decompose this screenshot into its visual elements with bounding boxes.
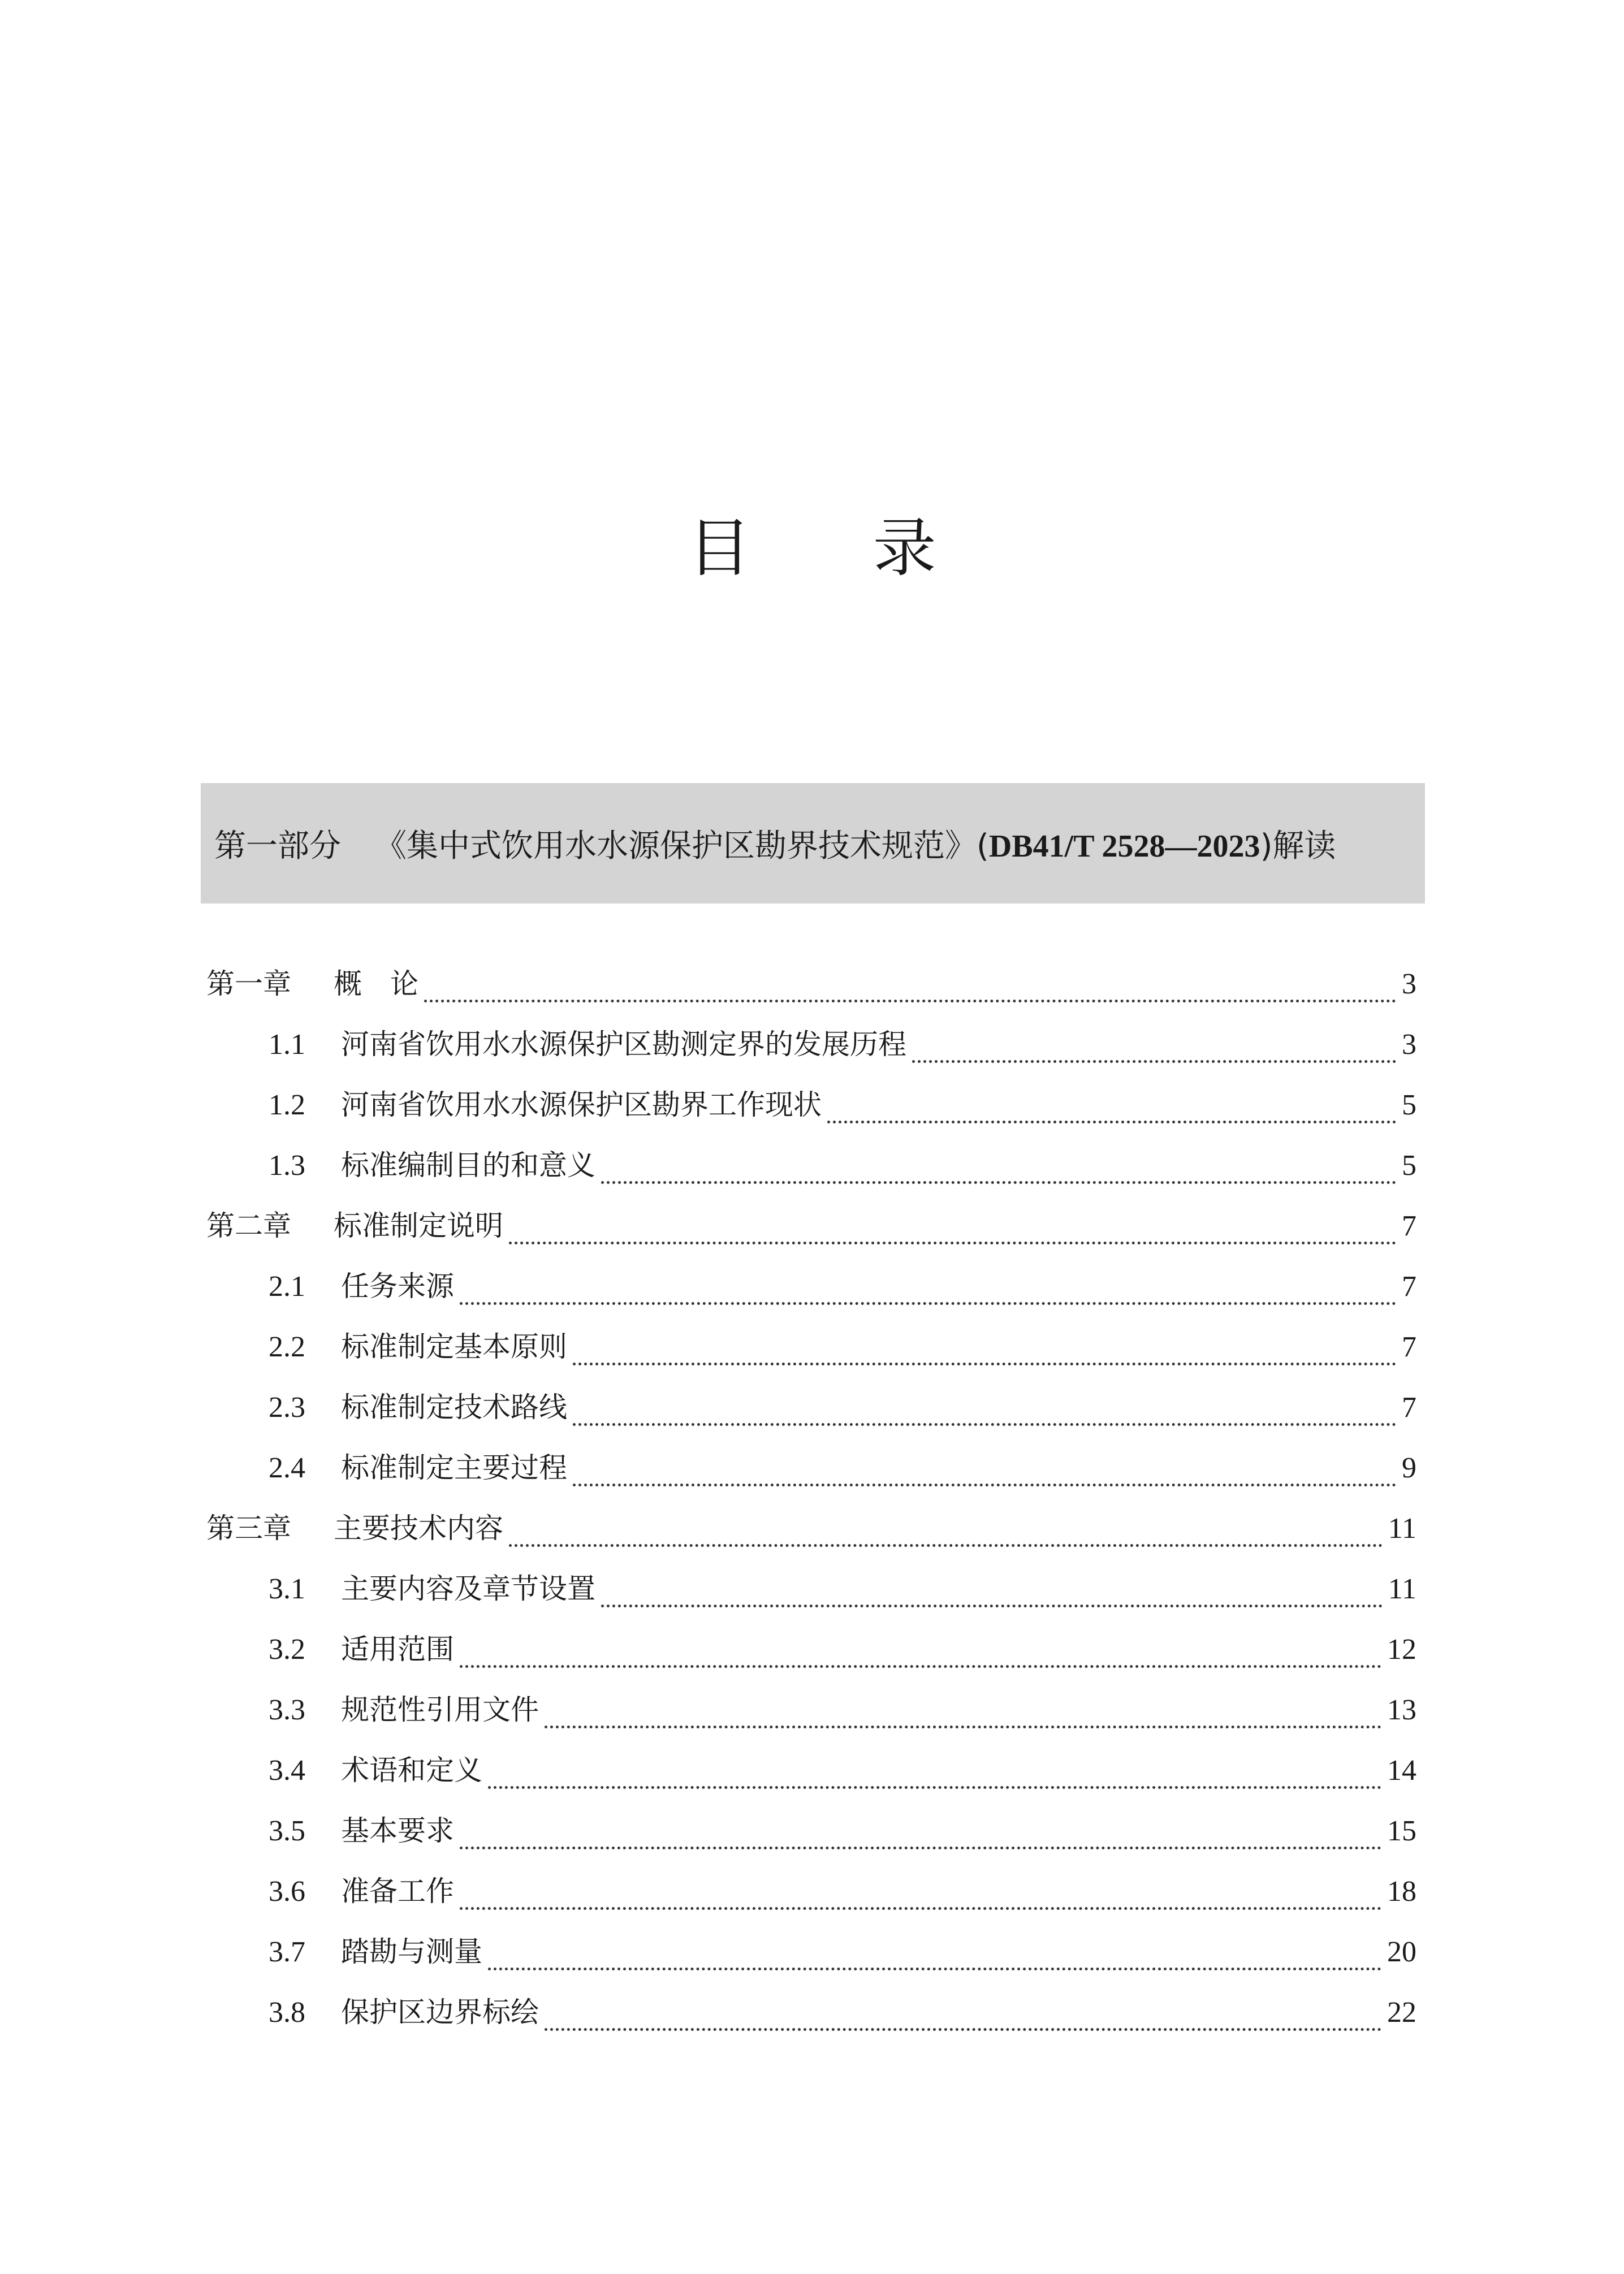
toc-section-entry[interactable] [206,1808,1416,1869]
toc-section-entry[interactable] [206,1748,1416,1808]
toc-entry-page-number: 3 [1402,1028,1416,1061]
standard-code: DB41/T 2528—2023 [988,828,1260,864]
dot-leader [573,1484,1396,1486]
toc-entry-number: 1.3 [269,1149,305,1182]
toc-section-entry[interactable] [206,1627,1416,1687]
toc-entry-page-number: 12 [1387,1633,1416,1666]
dot-leader [601,1181,1396,1184]
toc-entry-page-number: 9 [1402,1452,1416,1484]
toc-entry-number: 3.4 [269,1754,305,1787]
toc-entry-title: 概 论 [334,967,418,1000]
toc-entry-title: 术语和定义 [341,1754,482,1787]
toc-section-entry[interactable] [206,1143,1416,1203]
dot-leader [460,1847,1381,1849]
page-title: 目 录 [688,512,987,585]
toc-entry-number: 第二章 [206,1209,291,1242]
toc-entry-page-number: 7 [1402,1331,1416,1363]
toc-entry-page-number: 22 [1387,1996,1416,2029]
toc-section-entry[interactable] [206,1445,1416,1506]
part-banner [201,783,1425,903]
toc-section-entry[interactable] [206,1687,1416,1748]
toc-section-entry[interactable] [206,1022,1416,1082]
toc-entry-page-number: 7 [1402,1270,1416,1303]
dot-leader [601,1605,1383,1607]
toc-entry-number: 3.2 [269,1633,305,1666]
table-of-contents [206,961,1416,2050]
toc-entry-number: 3.1 [269,1573,305,1605]
toc-entry-number: 1.1 [269,1028,305,1061]
toc-entry-title: 基本要求 [341,1814,454,1847]
toc-entry-title: 任务来源 [341,1270,454,1303]
dot-leader [460,1665,1381,1668]
dot-leader [460,1907,1381,1910]
toc-entry-number: 第一章 [206,967,291,1000]
toc-entry-number: 3.5 [269,1815,305,1847]
toc-entry-number: 3.3 [269,1694,305,1726]
toc-entry-page-number: 15 [1387,1815,1416,1847]
dot-leader [424,1000,1396,1002]
toc-entry-number: 3.6 [269,1875,305,1908]
toc-entry-page-number: 5 [1402,1089,1416,1121]
toc-chapter-entry[interactable] [206,961,1416,1022]
toc-entry-title: 保护区边界标绘 [341,1996,539,2029]
dot-leader [573,1423,1396,1426]
toc-entry-title: 标准制定基本原则 [341,1330,567,1363]
part-name [375,821,1336,866]
toc-section-entry[interactable] [206,1385,1416,1445]
toc-entry-page-number: 18 [1387,1875,1416,1908]
toc-entry-number: 3.8 [269,1996,305,2029]
toc-entry-page-number: 7 [1402,1391,1416,1424]
toc-section-entry[interactable] [206,1566,1416,1627]
toc-entry-page-number: 3 [1402,968,1416,1000]
dot-leader [509,1242,1396,1244]
toc-entry-title: 河南省饮用水水源保护区勘测定界的发展历程 [341,1028,906,1061]
toc-entry-title: 主要技术内容 [334,1512,503,1545]
toc-entry-title: 标准编制目的和意义 [341,1149,595,1182]
toc-entry-title: 适用范围 [341,1633,454,1666]
toc-section-entry[interactable] [206,1324,1416,1385]
toc-entry-page-number: 7 [1402,1210,1416,1242]
toc-section-entry[interactable] [206,1929,1416,1990]
toc-entry-number: 1.2 [269,1089,305,1121]
toc-section-entry[interactable] [206,1990,1416,2050]
toc-entry-number: 2.1 [269,1270,305,1303]
toc-entry-title: 河南省饮用水水源保护区勘界工作现状 [341,1088,822,1121]
part-name-prefix: 《集中式饮用水水源保护区勘界技术规范》( [375,827,989,864]
toc-entry-page-number: 11 [1388,1512,1416,1545]
toc-entry-title: 标准制定主要过程 [341,1451,567,1484]
toc-entry-title: 标准制定技术路线 [341,1391,567,1424]
toc-section-entry[interactable] [206,1082,1416,1143]
toc-entry-title: 标准制定说明 [334,1209,503,1242]
dot-leader [509,1544,1383,1547]
toc-entry-title: 规范性引用文件 [341,1693,539,1726]
dot-leader [460,1302,1396,1305]
toc-chapter-entry[interactable] [206,1203,1416,1264]
toc-chapter-entry[interactable] [206,1506,1416,1566]
toc-entry-page-number: 14 [1387,1754,1416,1787]
dot-leader [488,1786,1381,1789]
toc-entry-title: 踏勘与测量 [341,1935,482,1968]
dot-leader [545,1726,1381,1728]
part-label: 第一部分 [214,827,341,864]
toc-entry-page-number: 20 [1387,1936,1416,1968]
dot-leader [827,1121,1396,1123]
toc-entry-number: 2.3 [269,1391,305,1424]
toc-section-entry[interactable] [206,1264,1416,1324]
toc-section-entry[interactable] [206,1869,1416,1929]
toc-entry-title: 主要内容及章节设置 [341,1572,595,1605]
toc-entry-page-number: 13 [1387,1694,1416,1726]
part-name-suffix: )解读 [1260,827,1336,864]
toc-entry-page-number: 5 [1402,1149,1416,1182]
dot-leader [545,2028,1381,2031]
toc-entry-number: 3.7 [269,1936,305,1968]
dot-leader [573,1363,1396,1365]
dot-leader [488,1968,1381,1970]
toc-entry-title: 准备工作 [341,1875,454,1908]
toc-entry-number: 第三章 [206,1512,291,1545]
toc-entry-number: 2.4 [269,1452,305,1484]
toc-entry-page-number: 11 [1388,1573,1416,1605]
dot-leader [912,1060,1396,1063]
toc-entry-number: 2.2 [269,1331,305,1363]
